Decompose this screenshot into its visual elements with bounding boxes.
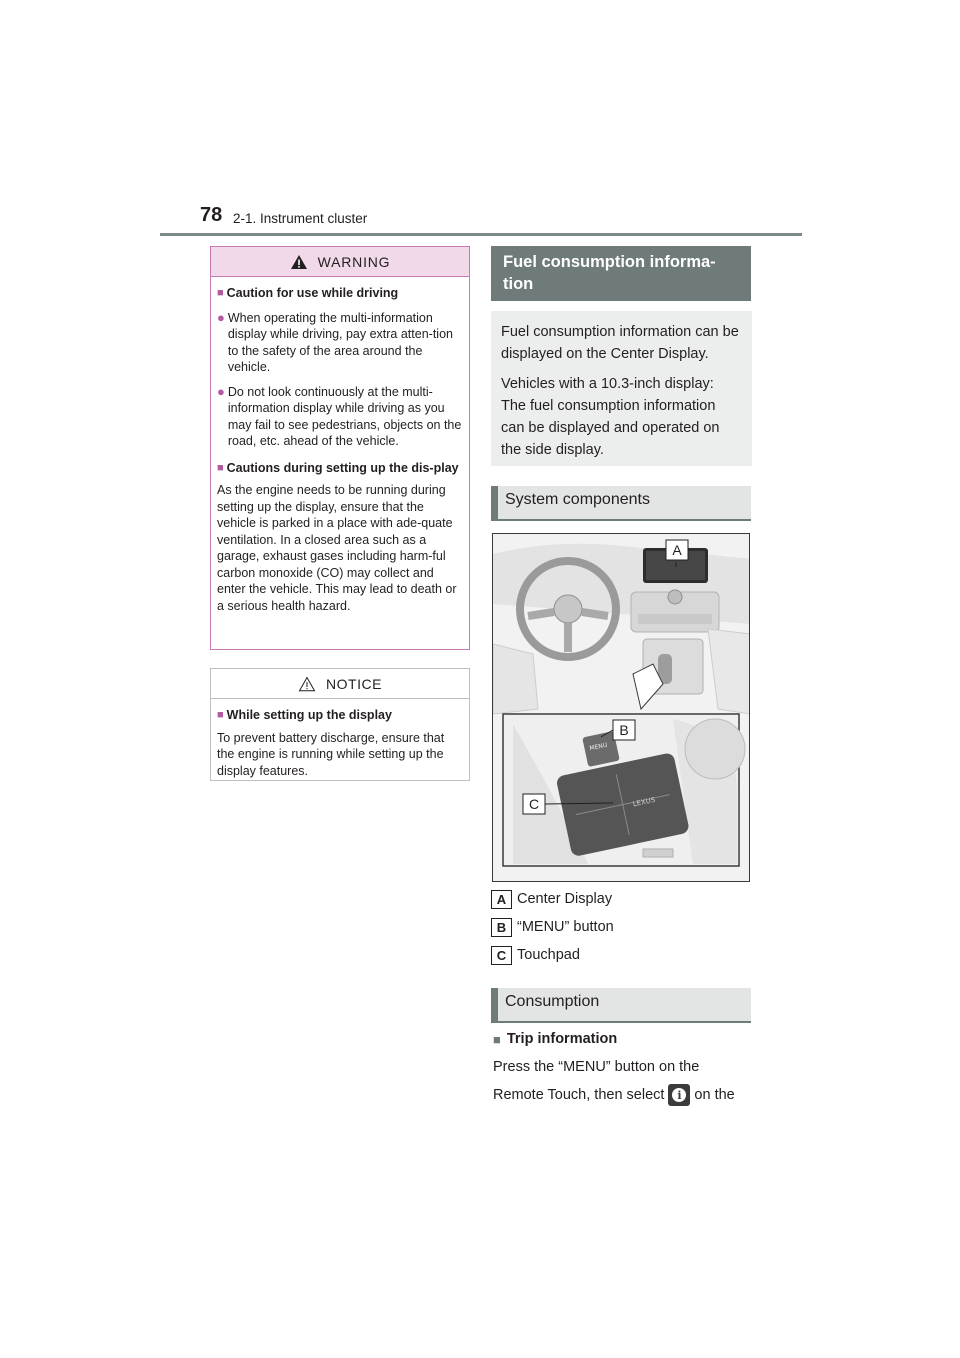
system-components-heading: System components xyxy=(491,486,751,521)
caution-triangle-icon xyxy=(298,676,316,692)
warning-triangle-icon xyxy=(290,254,308,270)
header-rule xyxy=(160,233,802,236)
round-bullet-icon: ● xyxy=(217,383,225,399)
brand-text: LEXUS xyxy=(632,795,656,809)
warning-subheading xyxy=(217,460,463,477)
square-bullet-icon: ■ xyxy=(217,461,224,474)
fuel-consumption-title: Fuel consumption informa-tion xyxy=(491,246,751,301)
consumption-heading: Consumption xyxy=(491,988,751,1023)
notice-body xyxy=(211,699,469,779)
info-text-2: Vehicles with a 10.3-inch display: The fuel consumption information can be displayed and operated on the side display. xyxy=(501,376,720,458)
legend-label: Center Display xyxy=(517,891,613,907)
legend-label: Touchpad xyxy=(517,947,580,963)
square-bullet-icon: ■ xyxy=(493,1031,501,1047)
square-bullet-icon: ■ xyxy=(217,709,224,721)
callout-c: C xyxy=(528,796,540,812)
warning-title: WARNING xyxy=(317,253,391,270)
info-text-1: Fuel consumption information can be displayed on the Center Display. xyxy=(501,324,739,362)
legend-item xyxy=(491,889,612,909)
trip-information-heading xyxy=(493,1031,617,1047)
round-bullet-icon: ● xyxy=(217,309,225,325)
warning-subheading xyxy=(217,285,463,302)
warning-box xyxy=(210,246,470,650)
warning-header xyxy=(211,247,469,277)
page-header xyxy=(160,204,800,236)
warning-heading-1: Caution for use while driving xyxy=(226,286,399,300)
notice-header xyxy=(211,669,469,699)
warning-bullet xyxy=(217,384,463,450)
notice-title: NOTICE xyxy=(326,675,382,692)
info-icon: i xyxy=(668,1084,690,1106)
dashboard-illustration xyxy=(493,534,750,882)
callout-a: A xyxy=(672,542,682,558)
warning-bullet xyxy=(217,310,463,376)
notice-box xyxy=(210,668,470,781)
fuel-consumption-info-panel xyxy=(491,311,752,466)
notice-heading: While setting up the display xyxy=(226,708,392,722)
warning-bullet-2-text: Do not look continuously at the multi-information display while driving as you may fail to see pedestrians, objects on the road, etc. ahead of the vehicle. xyxy=(227,384,462,448)
menu-text: MENU xyxy=(588,741,608,753)
warning-heading-2: Cautions during setting up the dis-play xyxy=(226,460,459,475)
legend-label: “MENU” button xyxy=(517,919,614,935)
warning-body xyxy=(211,277,469,614)
body-line-1: Press the “MENU” button on the xyxy=(493,1059,700,1075)
notice-paragraph: To prevent battery discharge, ensure that the engine is running while setting up the display features. xyxy=(217,730,445,778)
square-bullet-icon: ■ xyxy=(217,287,224,299)
legend-letter: C xyxy=(491,946,512,965)
legend-item xyxy=(491,917,614,937)
warning-paragraph: As the engine needs to be running during setting up the display, ensure that the vehicle is parked in a place with ade-quate ventilation. In a closed area such as a garage, exhaust gases including harm-ful carbon monoxide (CO) may collect and enter the vehicle. This may lead to death or a serious health hazard. xyxy=(217,483,457,613)
callout-b: B xyxy=(619,722,629,738)
trip-information-label: Trip information xyxy=(506,1031,618,1047)
system-components-figure xyxy=(492,533,750,882)
body-line-2 xyxy=(493,1084,735,1106)
page-number: 78 xyxy=(200,204,223,226)
legend-letter: A xyxy=(491,890,512,909)
legend-letter: B xyxy=(491,918,512,937)
legend-item xyxy=(491,945,580,965)
body-line-2-end: on the xyxy=(694,1086,735,1103)
body-line-2-start: Remote Touch, then select xyxy=(493,1086,665,1103)
notice-subheading xyxy=(217,707,463,724)
section-title: 2-1. Instrument cluster xyxy=(233,211,368,226)
warning-bullet-1-text: When operating the multi-information display while driving, pay extra atten-tion to the safety of the area around the vehicle. xyxy=(227,310,453,374)
